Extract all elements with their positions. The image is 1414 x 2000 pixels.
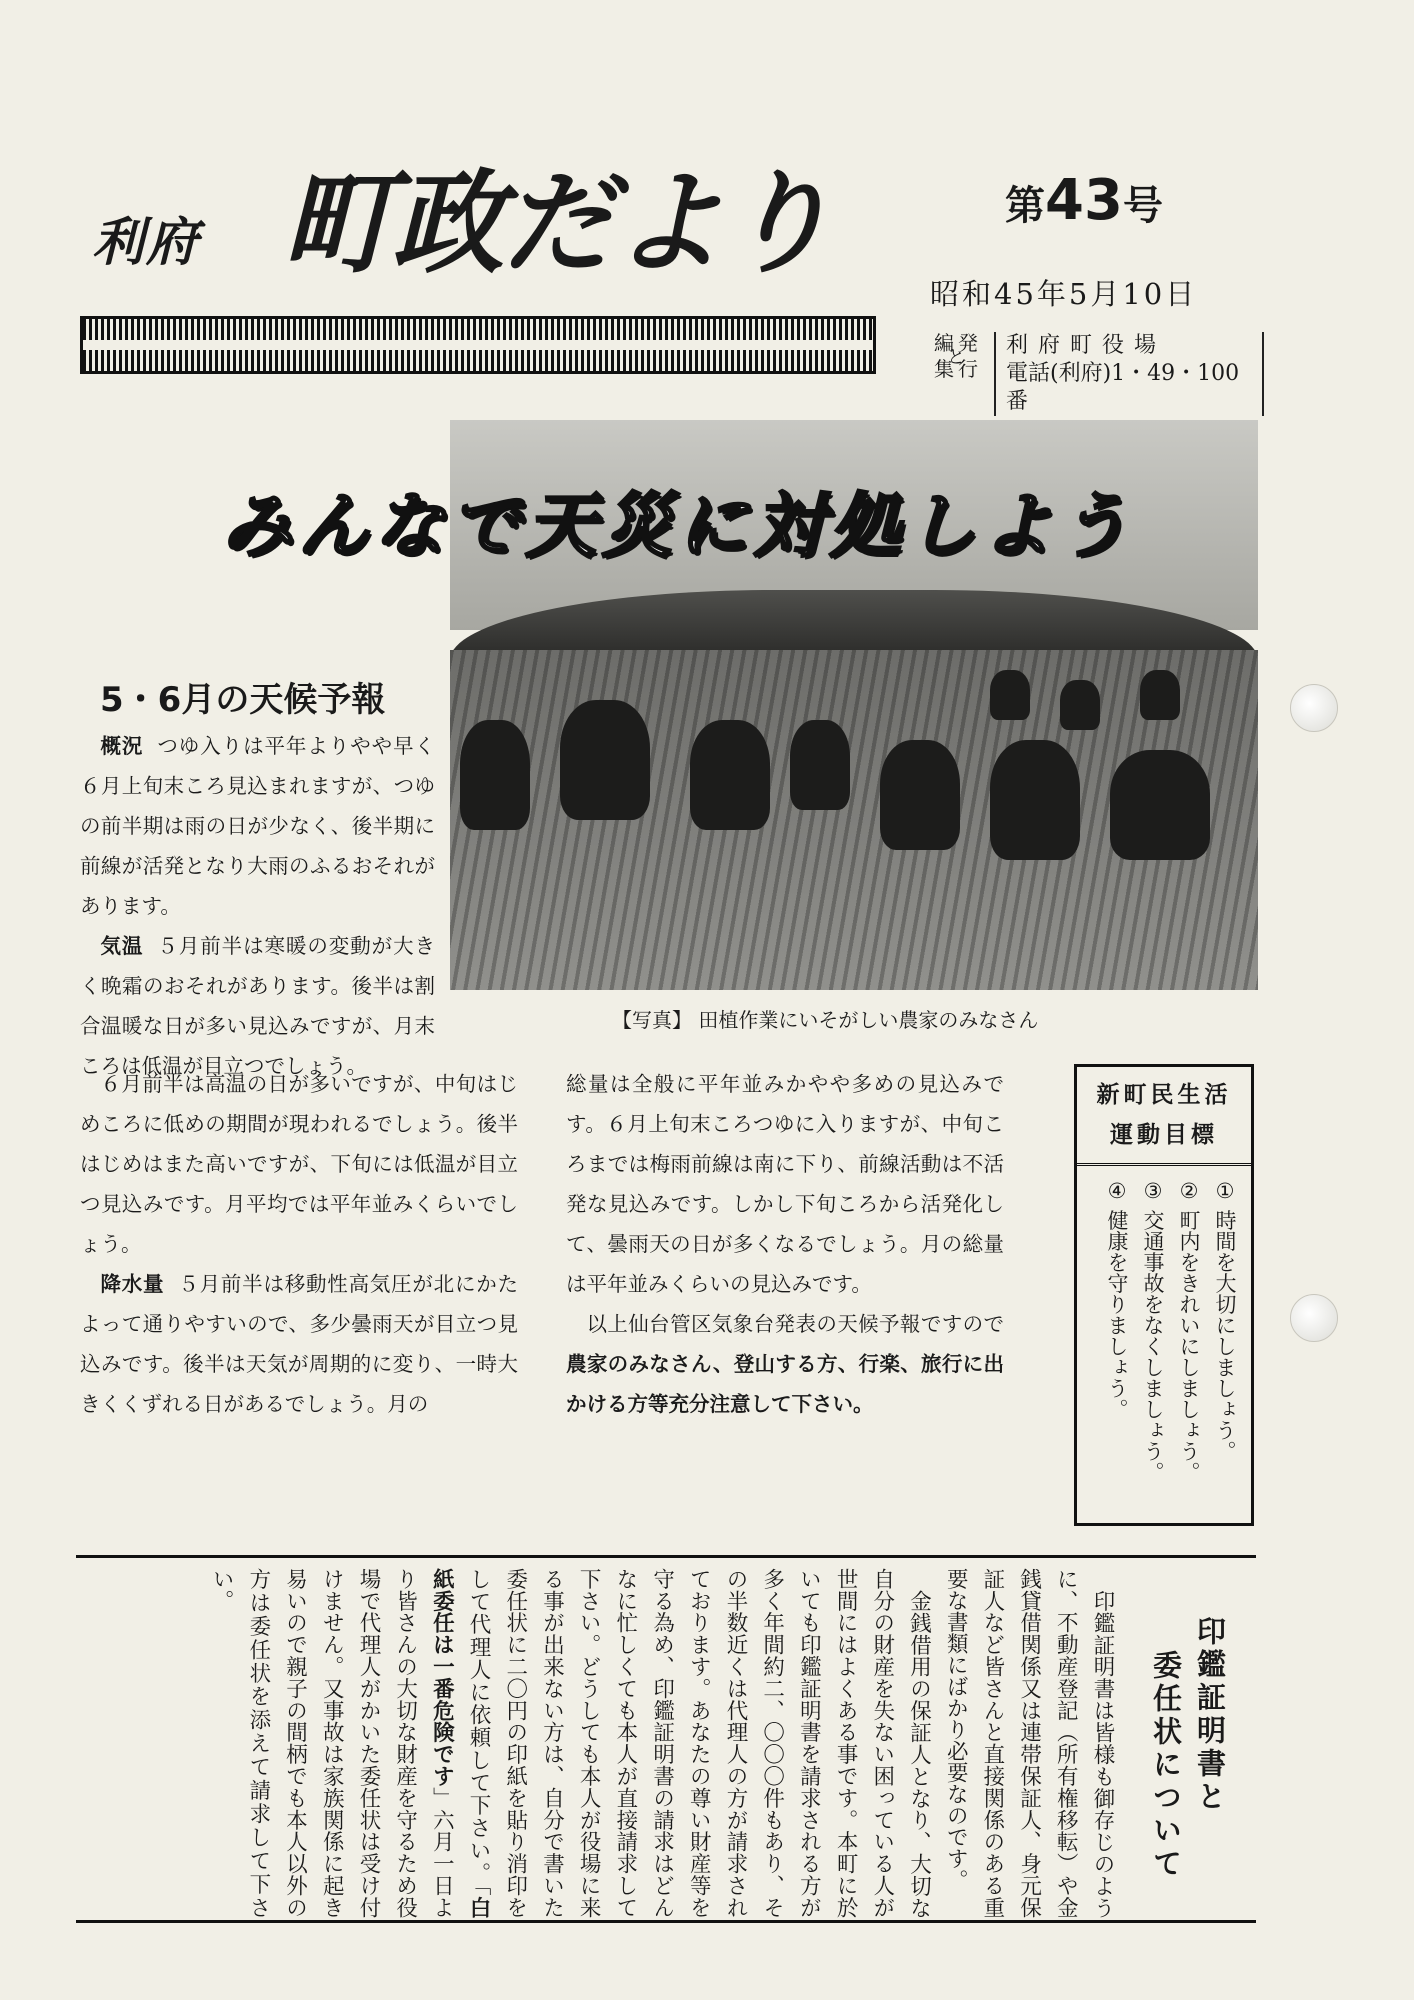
masthead-town: 利府 [92,213,201,273]
masthead-decorative-band [80,316,876,374]
publisher-label: 発 行 [958,331,978,381]
col2-paragraph-1: 総量は全般に平年並みかやや多めの見込みです。６月上旬末ころつゆに入りますが、中旬ころまでは梅雨前線は南に下り、前線活動は不活発な見込みです。しかし下旬ころから活発化して、曇雨天の日が多くなるでしょう。月の総量は平年並みくらいの見込みです。 [566,1072,1004,1296]
seal-warning: 白紙委任は一番危険です [429,1568,492,1918]
goal-item: ④ 健康を守りましょう。 [1105,1179,1129,1420]
seal-article-body [112,1568,1120,1918]
seal-paragraph-2: 金銭借用の保証人となり、大切な自分の財産を失ない困っている人が世間にはよくある事です。本町に於いても印鑑証明書を請求される方が多く年間約二、〇〇〇件もあり、その半数近くは代理人の方が請求されております。あなたの尊い財産等を守る為め、印鑑証明書の請求はどんなに忙しくても本人が直接請求して下さい。どうしても本人が役場に来る事が出来ない方は、自分で書いた委任状に二〇円の印紙を貼り消印をして代理人に依頼して下さい。「 [466,1568,932,1918]
seal-article-title-2: 委任状について [1149,1650,1183,1881]
punch-hole [1290,1294,1338,1342]
forecast-column-1a [80,726,435,1086]
kion-text: ５月前半は寒暖の変動が大きく晩霜のおそれがあります。後半は割合温暖な日が多い見込みですが、月末ころは低温が目立つでしょう。 [80,934,436,1078]
col2-warning: 農家のみなさん、登山する方、行楽、旅行に出かける方等充分注意して下さい。 [566,1352,1004,1416]
goals-list [1099,1179,1243,1509]
publisher-label-to: と [947,347,965,368]
goal-item: ① 時間を大切にしましょう。 [1213,1179,1237,1462]
seal-paragraph-1: 印鑑証明書は皆様も御存じのように、不動産登記（所有権移転）や金銭貸借関係又は連帯保証人、身元保証人など皆さんと直接関係のある重要な書類にばかり必要なのです。 [943,1568,1115,1918]
section-divider-bottom [76,1920,1256,1923]
seal-article-title-1: 印鑑証明書と [1193,1616,1227,1814]
publisher-info [994,332,1264,416]
section-divider-top [76,1555,1256,1558]
kion2-text: ６月前半は高温の日が多いですが、中旬はじめころに低めの期間が現われるでしょう。後半はじめはまた高いですが、下旬には低温が目立つ見込みです。月平均では平年並みくらいでしょう。 [80,1072,518,1256]
kousui-text: ５月前半は移動性高気圧が北にかたよって通りやすいので、多少曇雨天が目立つ見込みです。後半は天気が周期的に変り、一時大きくくずれる日があるでしょう。月の [80,1272,519,1416]
publisher-name: 利府町役場 [1006,333,1167,358]
goals-title: 新町民生活 運動目標 [1077,1067,1251,1166]
forecast-title: 5・6月の天候予報 [100,680,386,720]
masthead-title: 町政だより [282,159,832,289]
gaikyo-label: 概況 [100,734,144,758]
issue-number: 第43号 [1005,168,1163,233]
forecast-column-1b [80,1064,518,1424]
kion-label: 気温 [100,934,144,958]
seal-paragraph-2-end: 」六月一日より皆さんの大切な財産を守るため役場で代理人がかいた委任状は受け付けません。又事故は家族関係に起き易いので親子の間柄でも本人以外の方は委任状を添えて請求して下さい。 [209,1568,455,1919]
goal-item: ③ 交通事故をなくしましょう。 [1141,1179,1165,1483]
col2-paragraph-2: 以上仙台管区気象台発表の天候予報ですので [586,1312,1004,1336]
issue-date: 昭和45年5月10日 [930,277,1198,311]
photo-headline: みんなで天災に対処しよう [222,485,1134,567]
publisher-phone: 電話(利府)1・49・100番 [1006,361,1240,414]
photo-caption: 【写真】 田植作業にいそがしい農家のみなさん [612,1008,1039,1032]
gaikyo-text: つゆ入りは平年よりやや早く６月上旬末ころ見込まれますが、つゆの前半期は雨の日が少なく、後半期に前線が活発となり大雨のふるおそれがあります。 [80,734,436,918]
citizen-goals-box [1074,1064,1254,1526]
goal-item: ② 町内をきれいにしましょう。 [1177,1179,1201,1483]
punch-hole [1290,684,1338,732]
forecast-column-2 [566,1064,1004,1424]
publisher-label: 編 集 [934,331,954,381]
publisher-block [934,330,1264,414]
kousui-label: 降水量 [100,1272,165,1296]
